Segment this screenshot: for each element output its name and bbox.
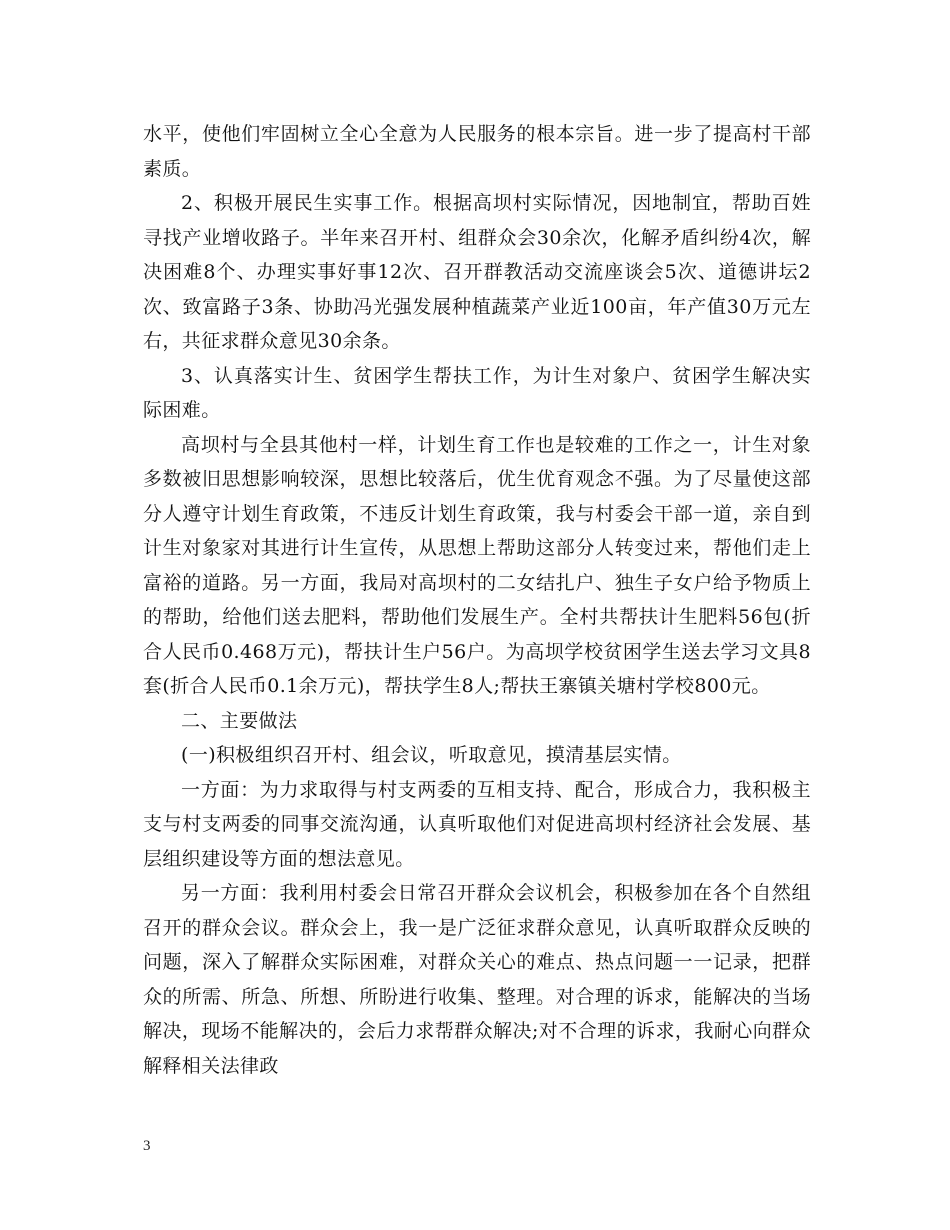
paragraph-one-aspect: 一方面：为力求取得与村支两委的互相支持、配合，形成合力，我积极主支与村支两委的同事交流沟通，认真听取他们对促进高坝村经济社会发展、基层组织建设等方面的想法意见。 — [143, 778, 811, 870]
subsection-heading-meetings: (一)积极组织召开村、组会议，听取意见，摸清基层实情。 — [181, 744, 682, 766]
paragraph-continuation: 水平，使他们牢固树立全心全意为人民服务的根本宗旨。进一步了提高村干部素质。 — [143, 123, 811, 180]
paragraph-other-aspect: 另一方面：我利用村委会日常召开群众会议机会，积极参加在各个自然组召开的群众会议。群众会上，我一是广泛征求群众意见，认真听取群众反映的问题，深入了解群众实际困难，对群众关心的难点、热点问题一一记录，把群众的所需、所急、所想、所盼进行收集、整理。对合理的诉求，能解决的当场解决，现场不能解决的，会后力求帮群众解决;对不合理的诉求，我耐心向群众解释相关法律政 — [143, 882, 811, 1077]
paragraph-family-planning-heading: 3、认真落实计生、贫困学生帮扶工作，为计生对象户、贫困学生解决实际困难。 — [143, 364, 811, 421]
document-body — [143, 117, 811, 1083]
paragraph-livelihood-work: 2、积极开展民生实事工作。根据高坝村实际情况，因地制宜，帮助百姓寻找产业增收路子。半年来召开村、组群众会30余次，化解矛盾纠纷4次，解决困难8个、办理实事好事12次、召开群教活动交流座谈会5次、道德讲坛2次、致富路子3条、协助冯光强发展种植蔬菜产业近100亩，年产值30万元左右，共征求群众意见30余条。 — [143, 192, 811, 352]
section-heading-main-methods: 二、主要做法 — [181, 709, 298, 732]
page-number: 3 — [143, 1138, 151, 1154]
paragraph-family-planning-detail: 高坝村与全县其他村一样，计划生育工作也是较难的工作之一，计生对象多数被旧思想影响较深，思想比较落后，优生优育观念不强。为了尽量使这部分人遵守计划生育政策，不违反计划生育政策，我与村委会干部一道，亲自到计生对象家对其进行计生宣传，从思想上帮助这部分人转变过来，帮他们走上富裕的道路。另一方面，我局对高坝村的二女结扎户、独生子女户给予物质上的帮助，给他们送去肥料，帮助他们发展生产。全村共帮扶计生肥料56包(折合人民币0.468万元)，帮扶计生户56户。为高坝学校贫困学生送去学习文具8套(折合人民币0.1余万元)，帮扶学生8人;帮扶王寨镇关塘村学校800元。 — [143, 433, 811, 697]
